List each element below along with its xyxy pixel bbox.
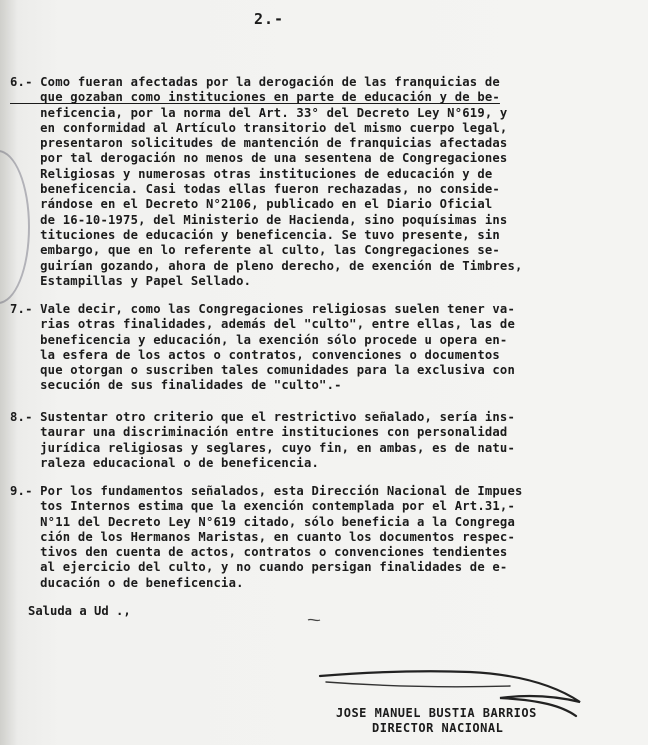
text-line: 8.- Sustentar otro criterio que el restrictivo señalado, sería ins- bbox=[10, 410, 516, 424]
text-line: tivos den cuenta de actos, contratos o convenciones tendientes bbox=[10, 545, 508, 560]
text-line: rias otras finalidades, además del "culto", entre ellas, las de bbox=[10, 317, 516, 332]
text-line: beneficencia y educación, la exención sólo procede u opera en- bbox=[10, 332, 508, 347]
text-line: 9.- Por los fundamentos señalados, esta Dirección Nacional de Impues bbox=[10, 484, 523, 498]
text-line: al ejercicio del culto, y no cuando persigan finalidades de e- bbox=[10, 560, 508, 575]
text-line: Estampillas y Papel Sellado. bbox=[10, 273, 252, 288]
text-line: que gozaban como instituciones en parte de educación y de be- bbox=[10, 90, 500, 105]
text-line: beneficencia. Casi todas ellas fueron rechazadas, no conside- bbox=[10, 182, 500, 197]
paragraph-7 bbox=[10, 302, 515, 394]
text-line: neficencia, por la norma del Art. 33° del Decreto Ley N°619, y bbox=[10, 105, 508, 120]
paragraph-9 bbox=[10, 484, 523, 591]
text-line: tituciones de educación y beneficencia. Se tuvo presente, sin bbox=[10, 227, 500, 242]
page-number: 2.- bbox=[254, 10, 285, 28]
paragraph-8 bbox=[10, 410, 515, 471]
text-line: por tal derogación no menos de una sesentena de Congregaciones bbox=[10, 151, 508, 166]
text-line: la esfera de los actos o contratos, convenciones o documentos bbox=[10, 347, 500, 362]
text-line: taurar una discriminación entre instituciones con personalidad bbox=[10, 425, 508, 440]
text-line: 7.- Vale decir, como las Congregaciones religiosas suelen tener va- bbox=[10, 302, 516, 316]
text-line: jurídica religiosas y seglares, cuyo fin, en ambas, es de natu- bbox=[10, 440, 516, 455]
text-line: N°11 del Decreto Ley N°619 citado, sólo beneficia a la Congrega bbox=[10, 514, 516, 529]
text-line: guirían gozando, ahora de pleno derecho, de exención de Timbres, bbox=[10, 258, 523, 273]
text-line: en conformidad al Artículo transitorio del mismo cuerpo legal, bbox=[10, 120, 508, 135]
text-line: tos Internos estima que la exención contemplada por el Art.31,- bbox=[10, 499, 516, 514]
text-line: presentaron solicitudes de mantención de franquicias afectadas bbox=[10, 136, 508, 151]
paragraph-6 bbox=[10, 75, 523, 289]
text-line: rándose en el Decreto N°2106, publicado en el Diario Oficial bbox=[10, 197, 493, 212]
text-line: ción de los Hermanos Maristas, en cuanto los documentos respec- bbox=[10, 529, 516, 544]
signatory-title: DIRECTOR NACIONAL bbox=[372, 721, 504, 735]
text-line: ducación o de beneficencia. bbox=[10, 575, 244, 590]
text-line: embargo, que en lo referente al culto, las Congregaciones se- bbox=[10, 243, 500, 258]
signatory-name: JOSE MANUEL BUSTIA BARRIOS bbox=[336, 706, 537, 720]
text-line: 6.- Como fueran afectadas por la derogación de las franquicias de bbox=[10, 75, 500, 89]
text-line: Religiosas y numerosas otras instituciones de educación y de bbox=[10, 166, 493, 181]
text-line: secución de sus finalidades de "culto".- bbox=[10, 378, 342, 393]
closing-salutation: Saluda a Ud ., bbox=[28, 604, 131, 618]
text-line: raleza educacional o de beneficencia. bbox=[10, 455, 320, 470]
text-line: que otorgan o suscriben tales comunidades para la exclusiva con bbox=[10, 363, 516, 378]
text-line: de 16-10-1975, del Ministerio de Hacienda, sino poquísimas ins bbox=[10, 212, 508, 227]
